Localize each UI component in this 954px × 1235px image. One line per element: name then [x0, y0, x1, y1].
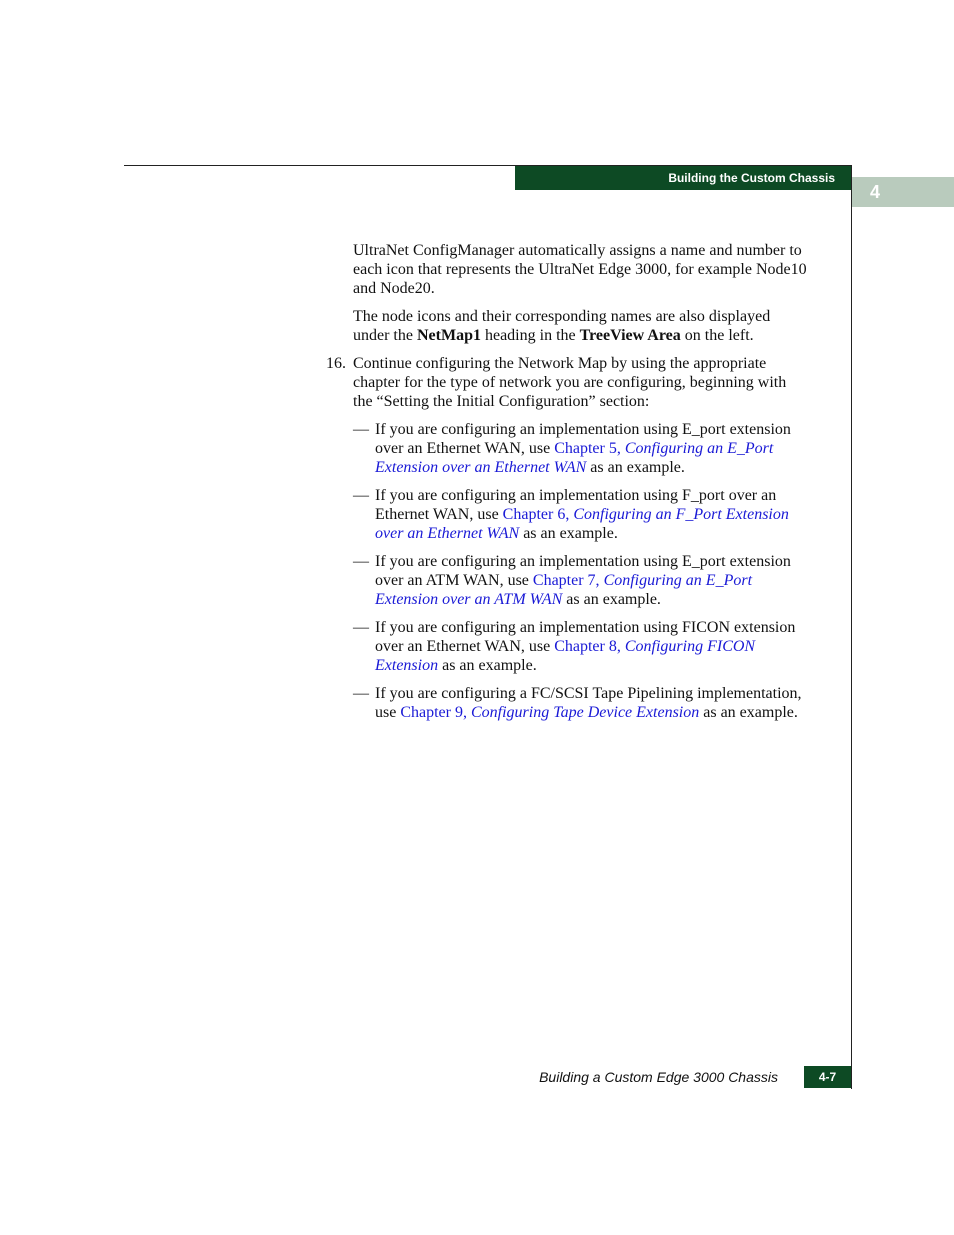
treeview-area-term: TreeView Area [579, 327, 681, 344]
page-number-text: 4-7 [818, 1070, 837, 1084]
text: as an example. [699, 704, 798, 721]
dash: — [353, 553, 369, 570]
chapter-title: Configuring FICON Extension [375, 638, 756, 674]
chapter-tab [852, 177, 954, 207]
step-text: Continue configuring the Network Map by using the appropriate chapter for the type of network you are configuring, beginning with the “Setting the Initial Configuration” section: [353, 355, 787, 410]
dash: — [353, 421, 369, 438]
step-number: 16. [326, 355, 346, 372]
text: The node icons and their corresponding names are also displayed under the [353, 308, 771, 344]
text: If you are configuring an implementation using FICON extension over an Ethernet WAN, use [375, 619, 796, 655]
text: as an example. [562, 591, 661, 608]
text: as an example. [586, 459, 685, 476]
netmap1-term: NetMap1 [416, 327, 481, 344]
body-text [326, 241, 808, 731]
chapter-ref: Chapter 6, [502, 506, 574, 523]
dash: — [353, 685, 369, 702]
step-16 [326, 354, 808, 411]
list-item [353, 684, 808, 722]
chapter-title: Configuring an E_Port Extension over an Ethernet WAN [375, 440, 774, 476]
chapter-9-link[interactable] [400, 704, 699, 721]
dash: — [353, 487, 369, 504]
chapter-ref: Chapter 5, [554, 440, 625, 457]
bullet-list [353, 420, 808, 722]
section-title: Building the Custom Chassis [668, 171, 835, 185]
chapter-title: Configuring Tape Device Extension [470, 704, 700, 721]
chapter-title: Configuring an E_Port Extension over an ATM WAN [375, 572, 753, 608]
text: If you are configuring an implementation using E_port extension over an Ethernet WAN, use [375, 421, 791, 457]
text: as an example. [519, 525, 618, 542]
paragraph-2 [353, 307, 808, 345]
list-item [353, 420, 808, 477]
list-item [353, 552, 808, 609]
page-number [804, 1066, 851, 1088]
footer-book-title: Building a Custom Edge 3000 Chassis [539, 1069, 778, 1085]
text: on the left. [680, 327, 754, 344]
chapter-ref: Chapter 8, [554, 638, 625, 655]
text: heading in the [480, 327, 580, 344]
list-item [353, 486, 808, 543]
dash: — [353, 619, 369, 636]
list-item [353, 618, 808, 675]
text: If you are configuring an implementation using E_port extension over an ATM WAN, use [375, 553, 791, 589]
chapter-number: 4 [870, 181, 881, 202]
text: as an example. [438, 657, 537, 674]
chapter-ref: Chapter 7, [532, 572, 604, 589]
chapter-title: Configuring an F_Port Extension over an Ethernet WAN [375, 506, 789, 542]
paragraph-1: UltraNet ConfigManager automatically assigns a name and number to each icon that represents the UltraNet Edge 3000, for example Node10 and Node20. [353, 242, 807, 297]
text: If you are configuring an implementation using F_port over an Ethernet WAN, use [375, 487, 777, 523]
margin-rule [851, 165, 852, 1089]
running-header [515, 166, 851, 190]
chapter-ref: Chapter 9, [400, 704, 471, 721]
text: If you are configuring a FC/SCSI Tape Pipelining implementation, use [375, 685, 802, 721]
